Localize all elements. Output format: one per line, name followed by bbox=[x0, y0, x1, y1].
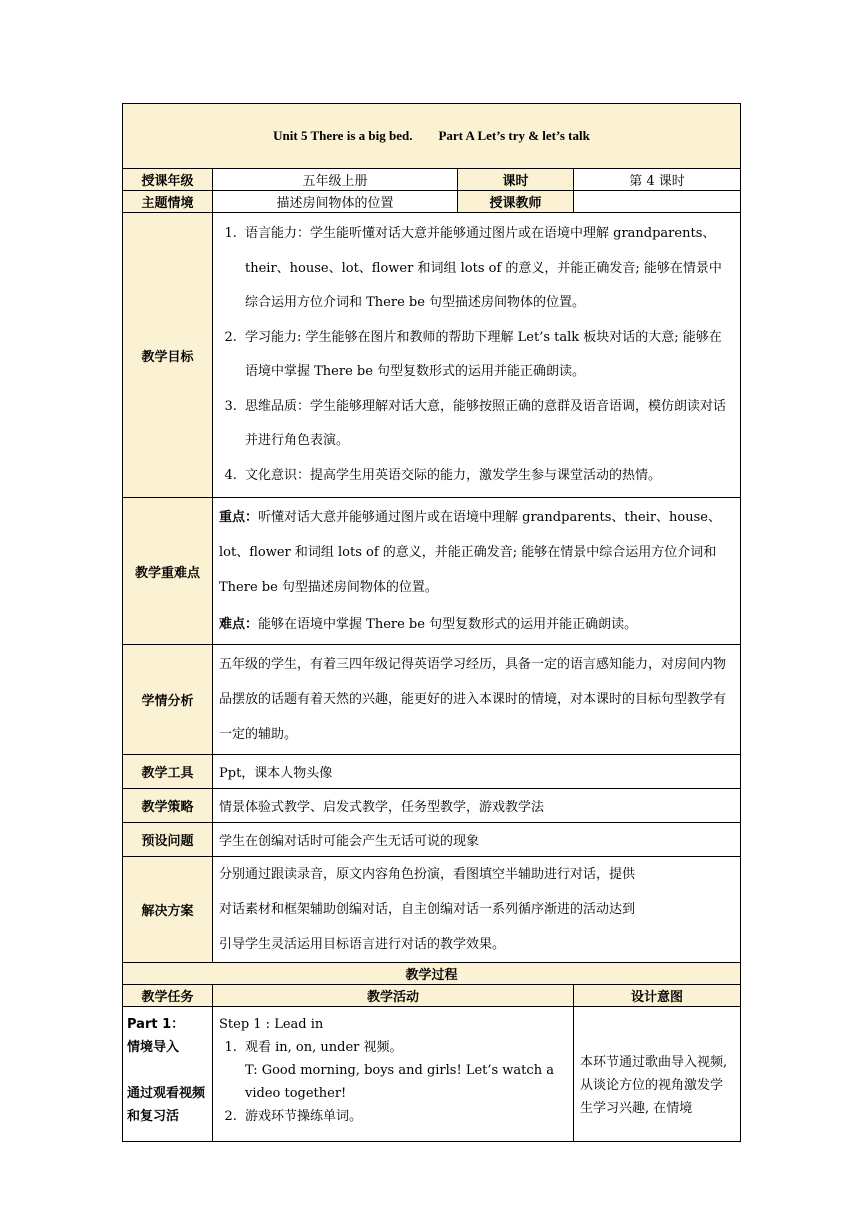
goal-item: 2. 学习能力: 学生能够在图片和教师的帮助下理解 Let’s talk 板块对话的大意; 能够在语境中掌握 There be 句型复数形式的运用并能正确朗读。 bbox=[241, 321, 734, 390]
theme-value: 描述房间物体的位置 bbox=[213, 191, 458, 213]
col-task-header: 教学任务 bbox=[123, 985, 213, 1007]
unit-title: Unit 5 There is a big bed. bbox=[273, 128, 413, 143]
analysis-label: 学情分析 bbox=[123, 645, 213, 755]
strategy-label: 教学策略 bbox=[123, 789, 213, 823]
analysis-text: 五年级的学生，有着三四年级记得英语学习经历，具备一定的语言感知能力，对房间内物品摆放的话题有着天然的兴趣，能更好的进入本课时的情境，对本课时的目标句型教学有一定的辅助。 bbox=[219, 657, 727, 742]
part-title: Part A Let’s try & let’s talk bbox=[438, 128, 590, 143]
goal-item: 4. 文化意识：提高学生用英语交际的能力，激发学生参与课堂活动的热情。 bbox=[241, 459, 734, 494]
key-points-label: 教学重难点 bbox=[123, 498, 213, 645]
step-1-list bbox=[219, 1036, 567, 1128]
part-1-title: Part 1： bbox=[127, 1017, 185, 1032]
hard-label: 难点： bbox=[219, 617, 259, 632]
part-1-name: 情境导入 bbox=[127, 1040, 180, 1055]
goals-list bbox=[213, 213, 740, 497]
analysis-content bbox=[213, 645, 741, 755]
key-point-text: 重点：听懂对话大意并能够通过图片或在语境中理解 grandparents、their、house、lot、flower 和词组 lots of 的意义，并能正确发音; 能够在情景中综合运用方位介词和 There be 句型描述房间物体的位置。 bbox=[219, 510, 721, 595]
step-1-title: Step 1 : Lead in bbox=[219, 1017, 324, 1032]
goals-label: 教学目标 bbox=[123, 213, 213, 498]
step-dialog: T: Good morning, boys and girls! Let’s watch a video together! bbox=[245, 1063, 554, 1101]
solution-label: 解决方案 bbox=[123, 857, 213, 963]
tools-text: Ppt，课本人物头像 bbox=[213, 755, 741, 789]
goal-item: 1. 语言能力：学生能听懂对话大意并能够通过图片或在语境中理解 grandparents、their、house、lot、flower 和词组 lots of 的意义，并能正确发音; 能够在情景中综合运用方位介词和 There be 句型描述房间物体的位置。 bbox=[241, 217, 734, 321]
lesson-title bbox=[123, 104, 741, 169]
process-header: 教学过程 bbox=[123, 963, 741, 985]
col-activity-header: 教学活动 bbox=[213, 985, 574, 1007]
grade-value: 五年级上册 bbox=[213, 169, 458, 191]
solution-content bbox=[213, 857, 741, 963]
problems-text: 学生在创编对话时可能会产生无话可说的现象 bbox=[213, 823, 741, 857]
theme-label: 主题情境 bbox=[123, 191, 213, 213]
solution-line: 引导学生灵活运用目标语言进行对话的教学效果。 bbox=[219, 937, 506, 952]
teacher-label: 授课教师 bbox=[458, 191, 574, 213]
part-1-task bbox=[123, 1007, 213, 1142]
hard-point-text: 难点：能够在语境中掌握 There be 句型复数形式的运用并能正确朗读。 bbox=[219, 617, 638, 632]
teacher-value bbox=[574, 191, 741, 213]
period-value: 第 4 课时 bbox=[574, 169, 741, 191]
step-1-activity bbox=[213, 1007, 574, 1142]
goal-item: 3. 思维品质：学生能够理解对话大意，能够按照正确的意群及语音语调，模仿朗读对话并进行角色表演。 bbox=[241, 390, 734, 459]
step-item: 1. 观看 in, on, under 视频。 T: Good morning, boys and girls! Let’s watch a video together! bbox=[241, 1036, 567, 1105]
grade-label: 授课年级 bbox=[123, 169, 213, 191]
lesson-plan-table bbox=[122, 103, 741, 1142]
tools-label: 教学工具 bbox=[123, 755, 213, 789]
period-label: 课时 bbox=[458, 169, 574, 191]
strategy-text: 情景体验式教学、启发式教学，任务型教学，游戏教学法 bbox=[213, 789, 741, 823]
key-points-content bbox=[213, 498, 741, 645]
problems-label: 预设问题 bbox=[123, 823, 213, 857]
goals-content bbox=[213, 213, 741, 498]
intent-text: 本环节通过歌曲导入视频, 从谈论方位的视角激发学生学习兴趣, 在情境 bbox=[580, 1055, 728, 1116]
step-item: 2. 游戏环节操练单词。 bbox=[241, 1105, 567, 1128]
key-label: 重点： bbox=[219, 510, 259, 525]
part-1-desc: 通过观看视频和复习活 bbox=[127, 1086, 206, 1124]
step-1-intent bbox=[574, 1007, 741, 1142]
col-intent-header: 设计意图 bbox=[574, 985, 741, 1007]
solution-line: 对话素材和框架辅助创编对话，自主创编对话一系列循序渐进的活动达到 bbox=[219, 902, 636, 917]
solution-line: 分别通过跟读录音，原文内容角色扮演，看图填空半辅助进行对话，提供 bbox=[219, 867, 636, 882]
